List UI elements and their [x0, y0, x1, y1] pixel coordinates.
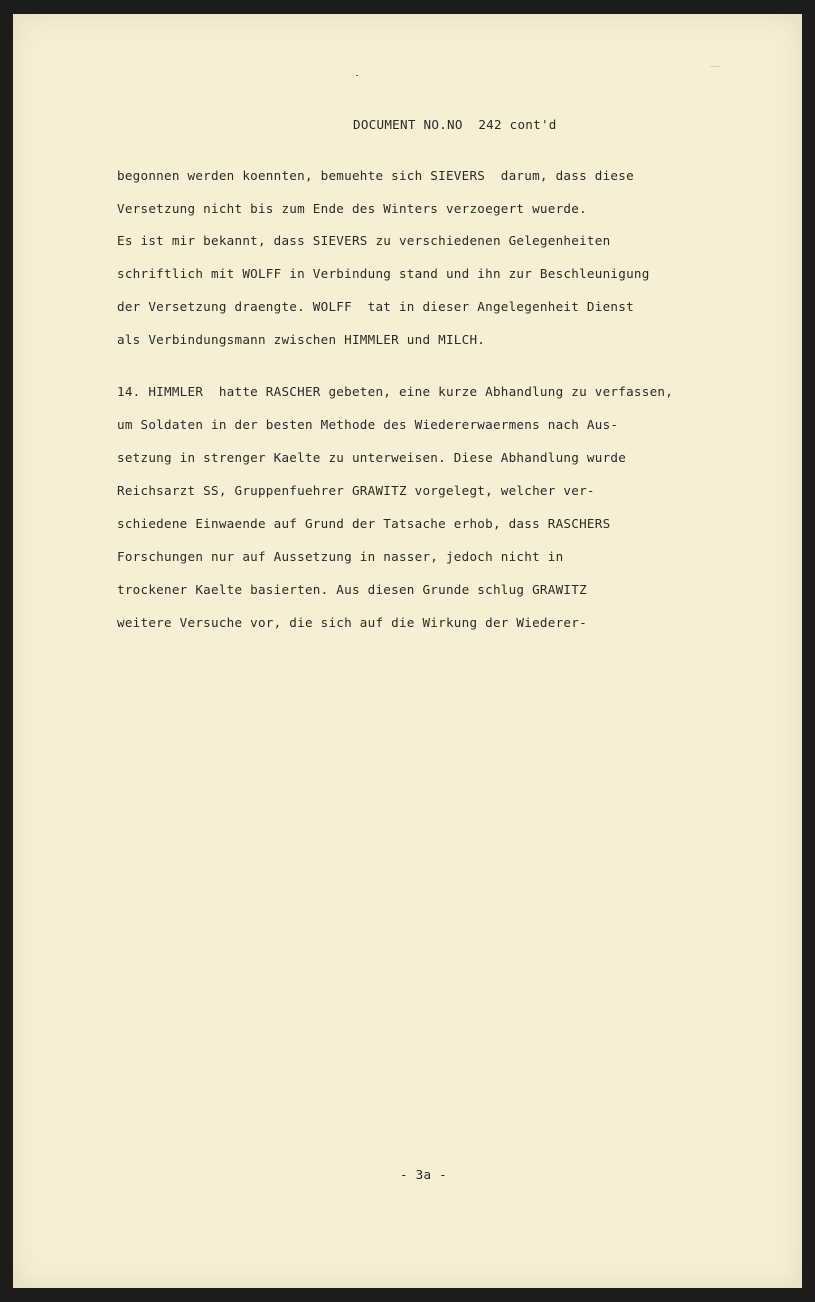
paragraph-1-line-4: schriftlich mit WOLFF in Verbindung stand und ihn zur Beschleunigung: [117, 266, 650, 281]
paragraph-2-line-6: Forschungen nur auf Aussetzung in nasser, jedoch nicht in: [117, 549, 564, 564]
paragraph-1-line-3: Es ist mir bekannt, dass SIEVERS zu verschiedenen Gelegenheiten: [117, 233, 611, 248]
paper-speck: [710, 66, 720, 67]
paragraph-2-line-7: trockener Kaelte basierten. Aus diesen Grunde schlug GRAWITZ: [117, 582, 587, 597]
paragraph-2-line-1: 14. HIMMLER hatte RASCHER gebeten, eine kurze Abhandlung zu verfassen,: [117, 384, 674, 399]
document-header: DOCUMENT NO.NO 242 cont'd: [353, 117, 557, 132]
paragraph-2-line-5: schiedene Einwaende auf Grund der Tatsache erhob, dass RASCHERS: [117, 516, 611, 531]
paragraph-2-line-2: um Soldaten in der besten Methode des Wiedererwaermens nach Aus-: [117, 417, 619, 432]
paragraph-2-line-8: weitere Versuche vor, die sich auf die Wirkung der Wiederer-: [117, 615, 587, 630]
paper-speck: [356, 75, 358, 76]
page-number: - 3a -: [400, 1167, 447, 1182]
paragraph-2-line-4: Reichsarzt SS, Gruppenfuehrer GRAWITZ vorgelegt, welcher ver-: [117, 483, 595, 498]
paragraph-1-line-5: der Versetzung draengte. WOLFF tat in dieser Angelegenheit Dienst: [117, 299, 634, 314]
paragraph-1-line-6: als Verbindungsmann zwischen HIMMLER und MILCH.: [117, 332, 486, 347]
paragraph-1-line-1: begonnen werden koennten, bemuehte sich SIEVERS darum, dass diese: [117, 168, 634, 183]
paragraph-1-line-2: Versetzung nicht bis zum Ende des Winters verzoegert wuerde.: [117, 201, 587, 216]
paragraph-2-line-3: setzung in strenger Kaelte zu unterweisen. Diese Abhandlung wurde: [117, 450, 627, 465]
typed-page: [13, 14, 802, 1288]
